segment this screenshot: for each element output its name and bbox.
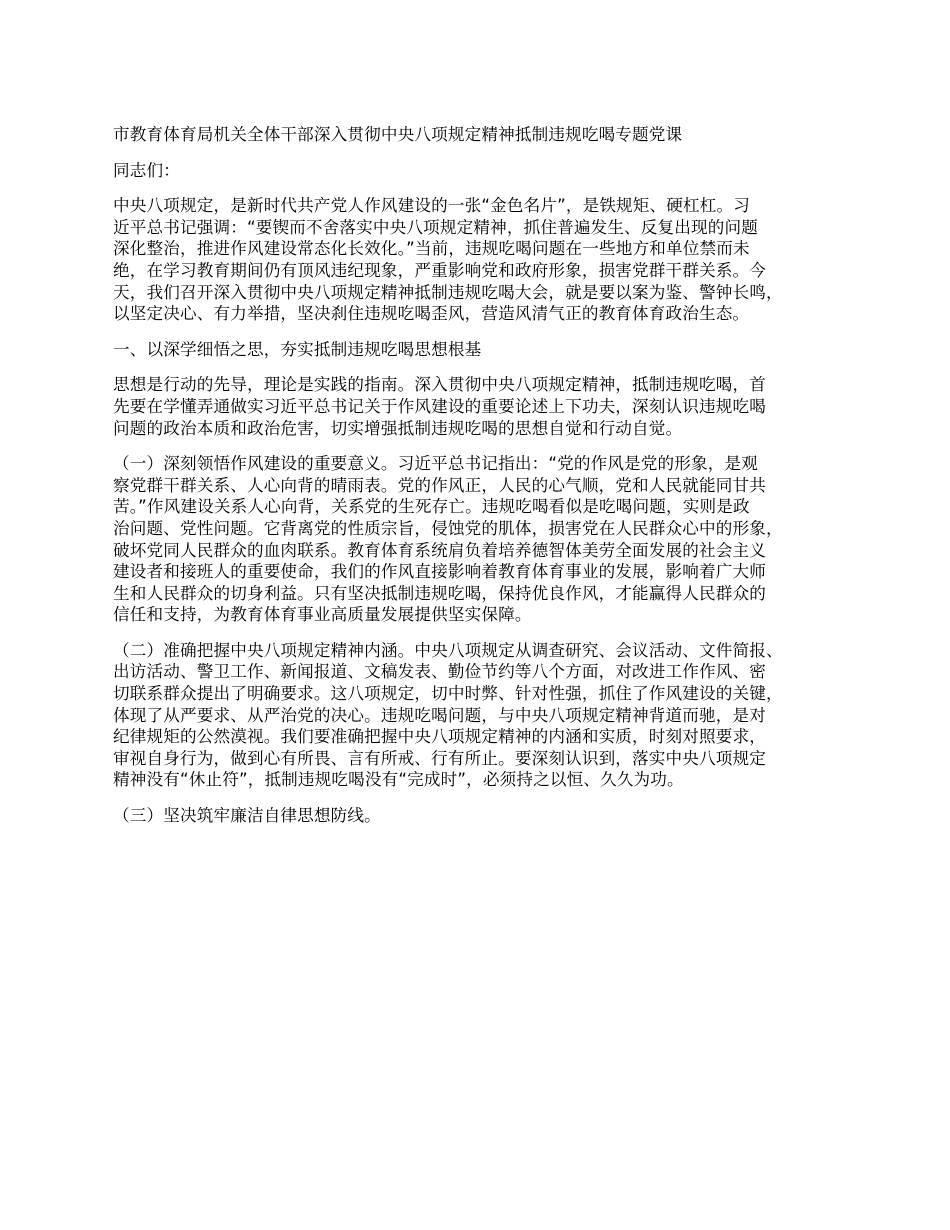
- text-line: 思想是行动的先导，理论是实践的指南。深入贯彻中央八项规定精神，抵制违规吃喝，首: [113, 375, 767, 395]
- text-line: （二）准确把握中央八项规定精神内涵。中央八项规定从调查研究、会议活动、文件简报、: [113, 640, 783, 660]
- text-line: （一）深刻领悟作风建设的重要意义。习近平总书记指出：“党的作风是党的形象，是观: [113, 454, 759, 474]
- text-line: 切联系群众提出了明确要求。这八项规定，切中时弊、针对性强，抓住了作风建设的关键，: [113, 684, 783, 704]
- text-line: 建设者和接班人的重要使命，我们的作风直接影响着教育体育事业的发展，影响着广大师: [113, 562, 767, 582]
- document-page: [113, 124, 873, 841]
- paragraph-intro: [113, 195, 873, 325]
- text-line: 天，我们召开深入贯彻中央八项规定精神抵制违规吃喝大会，就是要以案为鉴、警钟长鸣，: [113, 282, 783, 302]
- text-line: 治问题、党性问题。它背离党的性质宗旨，侵蚀党的肌体，损害党在人民群众心中的形象，: [113, 518, 783, 538]
- text-line: 深化整治，推进作风建设常态化长效化。”当前，违规吃喝问题在一些地方和单位禁而未: [113, 239, 750, 259]
- subsection-heading-3: [113, 805, 873, 827]
- text-line: 破坏党同人民群众的血肉联系。教育体育系统肩负着培养德智体美劳全面发展的社会主义: [113, 540, 767, 560]
- text-line: 近平总书记强调：“要锲而不舍落实中央八项规定精神，抓住普遍发生、反复出现的问题: [113, 217, 759, 237]
- text-line: 先要在学懂弄通做实习近平总书记关于作风建设的重要论述上下功夫，深刻认识违规吃喝: [113, 396, 767, 416]
- text-line: 纪律规矩的公然漠视。我们要准确把握中央八项规定精神的内涵和实质，时刻对照要求，: [113, 727, 767, 747]
- paragraph-subsection-1: [113, 453, 873, 626]
- heading-text: （三）坚决筑牢廉洁自律思想防线。: [113, 806, 381, 826]
- salutation-text: 同志们：: [113, 160, 180, 180]
- text-line: 生和人民群众的切身利益。只有坚决抵制违规吃喝，保持优良作风，才能赢得人民群众的: [113, 583, 767, 603]
- paragraph-section-1-intro: [113, 374, 873, 439]
- document-title-text: 市教育体育局机关全体干部深入贯彻中央八项规定精神抵制违规吃喝专题党课: [113, 125, 683, 144]
- text-line: 出访活动、警卫工作、新闻报道、文稿发表、勤俭节约等八个方面，对改进工作作风、密: [113, 662, 767, 682]
- text-line: 体现了从严要求、从严治党的决心。违规吃喝问题，与中央八项规定精神背道而驰，是对: [113, 705, 767, 725]
- text-line: 苦。”作风建设关系人心向背，关系党的生死存亡。违规吃喝看似是吃喝问题，实则是政: [113, 497, 750, 517]
- text-line: 绝，在学习教育期间仍有顶风违纪现象，严重影响党和政府形象，损害党群干群关系。今: [113, 260, 767, 280]
- text-line: 察党群干群关系、人心向背的晴雨表。党的作风正，人民的心气顺，党和人民就能同甘共: [113, 475, 767, 495]
- text-line: 审视自身行为，做到心有所畏、言有所戒、行有所止。要深刻认识到，落实中央八项规定: [113, 748, 767, 768]
- section-heading-1: [113, 339, 873, 361]
- text-line: 以坚定决心、有力举措，坚决刹住违规吃喝歪风，营造风清气正的教育体育政治生态。: [113, 304, 750, 324]
- heading-text: 一、以深学细悟之思，夯实抵制违规吃喝思想根基: [113, 339, 482, 359]
- text-line: 问题的政治本质和政治危害，切实增强抵制违规吃喝的思想自觉和行动自觉。: [113, 418, 683, 438]
- document-title: [113, 124, 873, 146]
- text-line: 信任和支持，为教育体育事业高质量发展提供坚实保障。: [113, 605, 532, 625]
- salutation: [113, 160, 873, 182]
- text-line: 中央八项规定，是新时代共产党人作风建设的一张“金色名片”，是铁规矩、硬杠杠。习: [113, 196, 751, 216]
- paragraph-subsection-2: [113, 640, 873, 791]
- text-line: 精神没有“休止符”，抵制违规吃喝没有“完成时”，必须持之以恒、久久为功。: [113, 770, 684, 790]
